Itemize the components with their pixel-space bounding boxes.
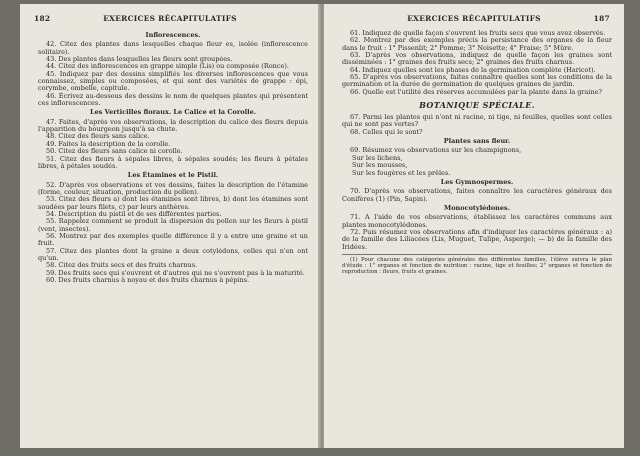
- exercise-paragraph: 48. Citez des fleurs sans calice.: [46, 132, 150, 141]
- exercise-paragraph: 59. Des fruits secs qui s'ouvrent et d'autres qui ne s'ouvrent pas à la maturité.: [46, 268, 305, 277]
- exercise-paragraph: 51. Citez des fleurs à sépales libres, à sépales soudés; les fleurs à pétales libres, à pétales soudés.: [38, 154, 308, 170]
- exercise-paragraph: 53. Citez des fleurs a) dont les étamines sont libres, b) dont les étamines sont soudées par leurs filets, c) par leurs anthères.: [38, 195, 308, 211]
- exercise-paragraph: 67. Parmi les plantes qui n'ont ni racine, ni tige, ni feuilles, quelles sont celles qui ne sont pas vertes?: [342, 113, 612, 129]
- page-number: 182: [34, 14, 51, 23]
- section-heading: Inflorescences.: [145, 31, 201, 39]
- exercise-sub-line: Sur les lichens,: [352, 153, 403, 162]
- exercise-paragraph: 50. Citez des fleurs sans calice ni corolle.: [46, 147, 183, 156]
- exercise-paragraph: 60. Des fruits charnus à noyau et des fruits charnus à pépins.: [46, 276, 250, 284]
- exercise-paragraph: 70. D'après vos observations, faites connaître les caractères généraux des Conifères (1) (Pin, Sapin).: [342, 187, 612, 203]
- exercise-paragraph: 47. Faites, d'après vos observations, la description du calice des fleurs depuis l'apparition du bourgeon jusqu'à sa chute.: [38, 117, 308, 134]
- exercise-sub-line: Sur les mousses,: [352, 161, 408, 170]
- section-heading: Monocotylédones.: [444, 203, 510, 212]
- exercise-paragraph: 61. Indiquez de quelle façon s'ouvrent les fruits secs que vous avez observés.: [350, 29, 606, 37]
- exercise-paragraph: 56. Montrez par des exemples quelle différence il y a entre une graine et un fruit.: [38, 231, 308, 248]
- exercise-sub-line: Sur les fougères et les prêles.: [352, 168, 451, 177]
- exercise-paragraph: 49. Faites la description de la corolle.: [46, 139, 171, 148]
- exercise-paragraph: 69. Résumez vos observations sur les champignons,: [350, 146, 522, 155]
- exercise-paragraph: 65. D'après vos observations, faites connaître quelles sont les conditions de la germination et la durée de germination de quelques graines de jardin.: [342, 73, 612, 89]
- exercise-paragraph: 68. Celles qui le sont?: [350, 127, 423, 136]
- exercise-paragraph: 44. Citez des inflorescences en grappe simple (Lis) ou composée (Ronce).: [46, 62, 289, 71]
- running-title: EXERCICES RÉCAPITULATIFS: [407, 14, 541, 23]
- exercise-paragraph: 66. Quelle est l'utilité des réserves accumulées par la plante dans la graine?: [350, 87, 603, 96]
- section-heading: Les Gymnospermes.: [440, 177, 514, 186]
- right-header: [338, 14, 610, 26]
- exercise-paragraph: 54. Description du pistil et de ses différentes parties.: [46, 209, 222, 218]
- exercise-paragraph: 57. Citez des plantes dont la graine a deux cotylédons, celles qui n'en ont qu'un.: [38, 246, 308, 262]
- exercise-paragraph: 43. Des plantes dans lesquelles les fleurs sont groupées.: [46, 55, 233, 64]
- section-heading: Les Étamines et le Pistil.: [127, 171, 219, 180]
- left-page-text: [38, 30, 308, 444]
- page-number: 187: [593, 14, 610, 23]
- footnote: (1) Pour chacune des catégories générales des différentes familles, l'élève suivra le plan d'étude : 1° organes et fonction de nutrition : racine, tige et feuilles; 2° organes et fonction de reproduction : fleurs, fruits et graines.: [342, 254, 612, 276]
- exercise-paragraph: 52. D'après vos observations et vos dessins, faites la description de l'étamine (forme, couleur, situation, production du pollen).: [38, 180, 308, 196]
- left-header: [34, 14, 306, 26]
- section-heading: Plantes sans fleur.: [443, 137, 511, 146]
- exercise-paragraph: 72. Puis résumez vos observations afin d'indiquer les caractères généraux : a) de la famille des Liliacées (Lis, Muguet, Tulipe, Asperge); — b) de la famille des Iridées.: [342, 227, 612, 251]
- exercise-paragraph: 46. Écrivez au-dessous des dessins le nom de quelques plantes qui présentent ces inflorescences.: [38, 91, 308, 108]
- exercise-paragraph: 45. Indiquez par des dessins simplifiés les diverses inflorescences que vous connaissez, simples ou composées, et qui sont des variétés de grappe : épi, corymbe, ombelle, capitule.: [38, 69, 308, 93]
- exercise-paragraph: 42. Citez des plantes dans lesquelles chaque fleur es, isolée (inflorescence solitaire).: [38, 40, 308, 56]
- exercise-paragraph: 58. Citez des fruits secs et des fruits charnus.: [46, 261, 198, 270]
- section-heading: Les Verticilles floraux. Le Calice et la Corolle.: [90, 108, 256, 117]
- right-page: [324, 4, 624, 448]
- exercise-paragraph: 63. D'après vos observations, indiquez de quelle façon les graines sont disséminées : 1° graines des fruits secs; 2° graines des fruits charnus.: [342, 51, 612, 67]
- exercise-paragraph: 64. Indiquez quelles sont les phases de la germination complète (Haricot).: [350, 65, 596, 74]
- left-page: [20, 4, 320, 448]
- running-title: EXERCICES RÉCAPITULATIFS: [103, 14, 237, 23]
- exercise-paragraph: 71. A l'aide de vos observations, établissez les caractères communs aux plantes monocotylédones.: [342, 213, 612, 229]
- right-page-text: [342, 30, 612, 444]
- major-heading: BOTANIQUE SPÉCIALE.: [419, 100, 535, 111]
- exercise-paragraph: 62. Montrez par des exemples précis la persistance des organes de la fleur dans le fruit : 1° Pissenlit; 2° Pomme; 3° Noisette; 4° Fraise; 5° Mûre.: [342, 36, 612, 52]
- exercise-paragraph: 55. Rappelez comment se produit la dispersion du pollen sur les fleurs à pistil (vent, insectes).: [38, 217, 308, 233]
